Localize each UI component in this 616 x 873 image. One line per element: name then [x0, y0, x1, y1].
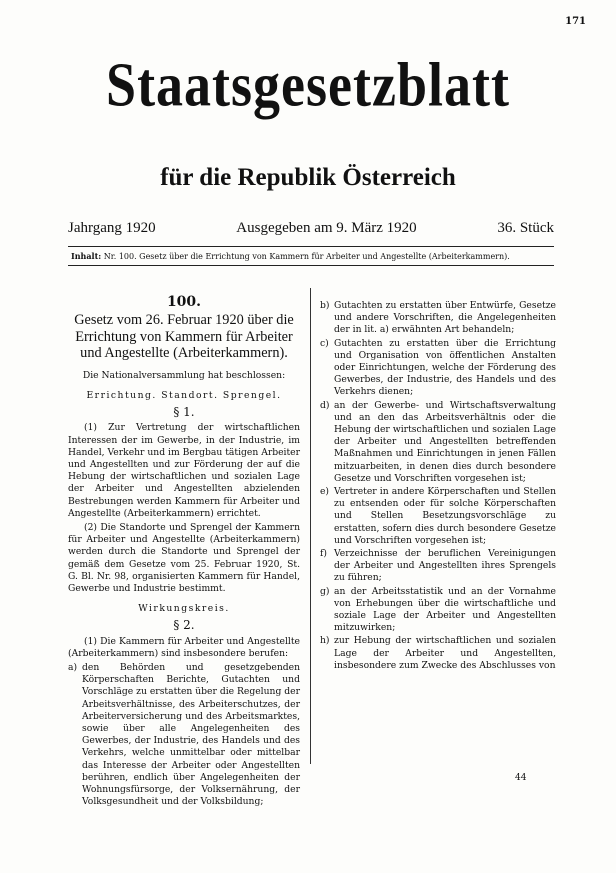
page-number: 171	[565, 16, 586, 27]
list-item-label: c)	[320, 337, 329, 349]
enactment-clause: Die Nationalversammlung hat beschlossen:	[82, 369, 286, 381]
paragraph-1-2: (2) Die Standorte und Sprengel der Kammern für Arbeiter und Angestellte (Arbeiterkammern) werden durch die Standorte und Sprengel der gemäß dem Gesetze vom 25. Februar 1920, St. G. Bl. Nr. 98, organisierten Kammern für Handel, Gewerbe und Industrie bestimmt.	[68, 521, 300, 594]
list-item-label: a)	[68, 661, 78, 673]
masthead-subtitle: für die Republik Österreich	[160, 164, 456, 191]
list-item-label: g)	[320, 585, 330, 597]
section-heading-2: Wirkungskreis.	[138, 603, 230, 615]
issue-number: 36. Stück	[497, 220, 554, 236]
list-item-label: e)	[320, 486, 330, 498]
list-item-label: d)	[320, 399, 330, 411]
list-item	[320, 548, 556, 585]
contents-text: Nr. 100. Gesetz über die Errichtung von Kammern für Arbeiter und Angestellte (Arbeiterkammern).	[103, 252, 510, 261]
issue-year: Jahrgang 1920	[68, 220, 156, 236]
list-item	[320, 486, 556, 547]
list-item	[320, 635, 556, 672]
list-item-text: Vertreter in andere Körperschaften und Stellen zu entsenden oder für solche Körperschaften und Stellen Besetzungsvorschläge zu erstatten, sofern dies durch besondere Gesetze und Vorschriften vorgesehen ist;	[334, 486, 556, 546]
list-item-text: zur Hebung der wirtschaftlichen und sozialen Lage der Arbeiter und Angestellten, insbesondere zum Zwecke des Abschlusses von	[334, 635, 556, 671]
list-item-label: h)	[320, 635, 330, 647]
section-heading-1: Errichtung. Standort. Sprengel.	[86, 389, 282, 401]
list-item-text: den Behörden und gesetzgebenden Körperschaften Berichte, Gutachten und Vorschläge zu erstatten über die Regelung der Arbeitsverhältnisse, des Arbeiterschutzes, der Arbeiterversicherung und des Arbeitsmarktes, sowie über alle Angelegenheiten des Gewerbes, der Industrie, des Handels und des Verkehrs, welche unmittelbar oder mittelbar das Interesse der Arbeiter oder Angestellten berühren, endlich über Angelegenheiten der Wohnungsfürsorge, der Volksernährung, der Volksgesundheit und der Volksbildung;	[82, 661, 300, 808]
right-column	[320, 300, 556, 673]
issue-date: Ausgegeben am 9. März 1920	[236, 220, 417, 236]
list-item-text: Gutachten zu erstatten über die Errichtung und Organisation von öffentlichen Anstalten oder Einrichtungen, welche der Förderung des Gewerbes, der Industrie, des Handels und des Verkehrs dienen;	[334, 337, 556, 398]
sheet-number: 44	[515, 773, 527, 783]
paragraph-mark-2: § 2.	[173, 618, 195, 633]
list-item	[320, 586, 556, 635]
list-item-text: an der Gewerbe- und Wirtschaftsverwaltung und an den das Arbeitsverhältnis oder die Hebung der wirtschaftlichen und sozialen Lage der Arbeiter und Angestellten betreffenden Maßnahmen und Einrichtungen in jenen Fällen mitzuarbeiten, in denen dies durch besondere Gesetze und Vorschriften vorgesehen ist;	[334, 399, 556, 484]
list-item-label: b)	[320, 300, 330, 311]
left-column	[68, 296, 300, 809]
paragraph-2-intro: (1) Die Kammern für Arbeiter und Angestellte (Arbeiterkammern) sind insbesondere berufen:	[68, 635, 300, 659]
list-item-text: Verzeichnisse der beruflichen Vereinigungen der Arbeiter und Angestellten ihres Sprengels zu führen;	[334, 548, 556, 584]
list-item	[320, 400, 556, 485]
masthead-title: Staatsgesetzblatt	[106, 50, 510, 120]
law-number: 100.	[166, 294, 202, 310]
column-divider	[310, 288, 311, 764]
list-item	[68, 662, 300, 808]
list-item-text: Gutachten zu erstatten über Entwürfe, Gesetze und andere Vorschriften, die Angelegenheiten der in lit. a) erwähnten Art behandeln;	[334, 300, 556, 336]
contents-box	[68, 246, 554, 266]
list-item	[320, 338, 556, 399]
list-item-label: f)	[320, 548, 327, 560]
paragraph-1-1: (1) Zur Vertretung der wirtschaftlichen Interessen der im Gewerbe, in der Industrie, im Handel, Verkehr und im Bergbau tätigen Arbeiter und Angestellten und zur Förderung der auf die Hebung der wirtschaftlichen und sozialen Lage der Arbeiter und Angestellten abzielenden Bestrebungen werden Kammern für Arbeiter und Angestellte (Arbeiterkammern) errichtet.	[68, 422, 300, 519]
paragraph-mark-1: § 1.	[173, 405, 195, 420]
list-item	[320, 300, 556, 337]
law-title: Gesetz vom 26. Februar 1920 über die Errichtung von Kammern für Arbeiter und Angestellte (Arbeiterkammern).	[74, 312, 294, 362]
contents-label: Inhalt:	[71, 251, 102, 261]
list-item-text: an der Arbeitsstatistik und an der Vornahme von Erhebungen über die wirtschaftliche und soziale Lage der Arbeiter und Angestellten mitzuwirken;	[334, 585, 556, 634]
issue-bar	[68, 220, 554, 237]
